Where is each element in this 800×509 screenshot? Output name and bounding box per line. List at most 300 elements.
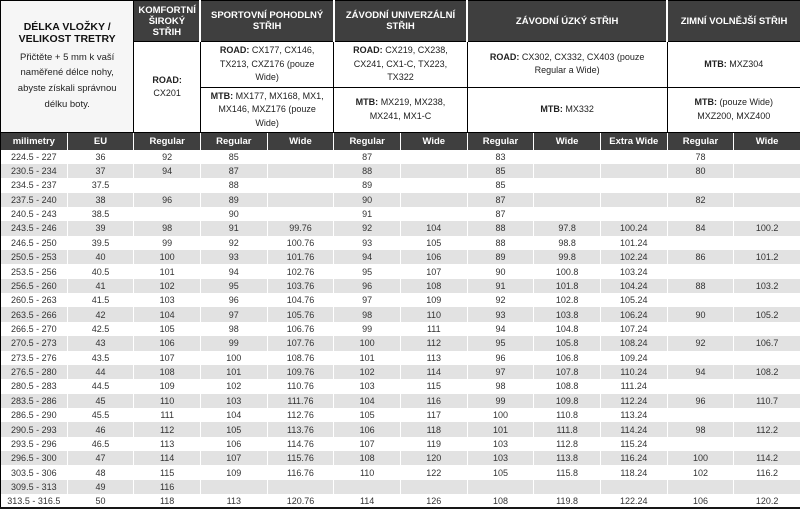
- size-cell: 100: [134, 250, 201, 264]
- size-cell: 107: [200, 451, 267, 465]
- models-list: CX302, CX332, CX403 (pouze Regular a Wide): [522, 52, 645, 76]
- size-cell: 88: [200, 178, 267, 192]
- size-cell: 94: [667, 365, 734, 379]
- size-cell: 109: [400, 293, 467, 307]
- size-cell: 109.8: [534, 394, 601, 408]
- size-cell: 96: [200, 293, 267, 307]
- table-row: [1, 250, 800, 264]
- size-cell: 263.5 - 266: [1, 307, 68, 321]
- size-cell: 120.76: [267, 494, 334, 508]
- size-cell: 105: [467, 465, 534, 479]
- size-cell: 94: [200, 264, 267, 278]
- size-cell: 84: [667, 221, 734, 235]
- size-cell: 116.76: [267, 465, 334, 479]
- size-cell: 41.5: [67, 293, 134, 307]
- size-cell: [667, 379, 734, 393]
- size-cell: 39.5: [67, 236, 134, 250]
- size-cell: 90: [334, 193, 401, 207]
- size-cell: 91: [334, 207, 401, 221]
- size-cell: [667, 264, 734, 278]
- size-cell: 109: [134, 379, 201, 393]
- column-header-sport-wide: Wide: [267, 133, 334, 150]
- size-cell: 42: [67, 307, 134, 321]
- size-cell: 237.5 - 240: [1, 193, 68, 207]
- size-cell: 96: [467, 351, 534, 365]
- size-cell: 106.8: [534, 351, 601, 365]
- size-cell: 99: [334, 322, 401, 336]
- size-cell: [667, 437, 734, 451]
- models-list: (pouze Wide) MXZ200, MXZ400: [697, 97, 773, 121]
- size-cell: [734, 236, 800, 250]
- size-cell: 111.24: [600, 379, 667, 393]
- size-cell: 103: [134, 293, 201, 307]
- label-mtb: MTB:: [695, 97, 718, 107]
- table-row: [1, 279, 800, 293]
- size-cell: 105: [134, 322, 201, 336]
- size-cell: 87: [467, 207, 534, 221]
- models-race-universal-mtb: [334, 87, 467, 133]
- size-cell: 103: [467, 451, 534, 465]
- size-cell: 45: [67, 394, 134, 408]
- size-cell: 290.5 - 293: [1, 422, 68, 436]
- size-cell: 260.5 - 263: [1, 293, 68, 307]
- size-cell: 100.76: [267, 236, 334, 250]
- size-cell: 92: [200, 236, 267, 250]
- size-cell: [267, 178, 334, 192]
- size-cell: [667, 480, 734, 494]
- table-row: [1, 465, 800, 479]
- table-row: [1, 264, 800, 278]
- size-cell: 108: [134, 365, 201, 379]
- size-cell: 103: [200, 394, 267, 408]
- table-row: [1, 480, 800, 494]
- size-cell: [134, 178, 201, 192]
- size-cell: 105: [400, 236, 467, 250]
- size-cell: [734, 322, 800, 336]
- size-cell: 96: [667, 394, 734, 408]
- size-cell: 93: [467, 307, 534, 321]
- size-cell: 89: [334, 178, 401, 192]
- size-cell: [667, 293, 734, 307]
- size-cell: 85: [200, 150, 267, 164]
- size-cell: [400, 480, 467, 494]
- size-cell: 88: [334, 164, 401, 178]
- table-row: [1, 164, 800, 178]
- size-cell: 102.76: [267, 264, 334, 278]
- size-cell: 102.8: [534, 293, 601, 307]
- size-cell: 39: [67, 221, 134, 235]
- size-cell: 110.8: [534, 408, 601, 422]
- size-cell: [667, 351, 734, 365]
- size-cell: 44.5: [67, 379, 134, 393]
- size-cell: 246.5 - 250: [1, 236, 68, 250]
- size-cell: 100: [200, 351, 267, 365]
- size-cell: 114.76: [267, 437, 334, 451]
- size-cell: [534, 480, 601, 494]
- size-cell: 110.7: [734, 394, 800, 408]
- size-cell: 107: [400, 264, 467, 278]
- label-mtb: MTB:: [211, 91, 234, 101]
- size-cell: 122: [400, 465, 467, 479]
- size-cell: 100: [467, 408, 534, 422]
- size-cell: 37.5: [67, 178, 134, 192]
- size-cell: 108: [400, 279, 467, 293]
- size-cell: [734, 178, 800, 192]
- size-cell: 98: [467, 379, 534, 393]
- size-cell: 119: [400, 437, 467, 451]
- models-list: MX219, MX238, MX241, MX1-C: [370, 97, 446, 121]
- size-cell: 100: [667, 451, 734, 465]
- size-cell: 111: [400, 322, 467, 336]
- size-cell: 105.8: [534, 336, 601, 350]
- size-cell: 102: [667, 465, 734, 479]
- size-cell: 43: [67, 336, 134, 350]
- size-cell: 101: [134, 264, 201, 278]
- size-cell: 110.76: [267, 379, 334, 393]
- size-cell: 95: [467, 336, 534, 350]
- table-row: [1, 307, 800, 321]
- size-cell: 109: [200, 465, 267, 479]
- size-cell: [600, 480, 667, 494]
- size-cell: 101.8: [534, 279, 601, 293]
- size-cell: 110.24: [600, 365, 667, 379]
- size-cell: 106: [400, 250, 467, 264]
- size-cell: 85: [467, 178, 534, 192]
- size-cell: 230.5 - 234: [1, 164, 68, 178]
- table-header: [1, 1, 800, 150]
- size-cell: 98.8: [534, 236, 601, 250]
- size-cell: 113.8: [534, 451, 601, 465]
- size-cell: 273.5 - 276: [1, 351, 68, 365]
- size-cell: 98: [334, 307, 401, 321]
- size-cell: 106: [667, 494, 734, 508]
- size-cell: 99.8: [534, 250, 601, 264]
- table-row: [1, 437, 800, 451]
- size-cell: 120.2: [734, 494, 800, 508]
- models-sport-mtb: [200, 87, 333, 133]
- size-cell: [600, 178, 667, 192]
- size-cell: 250.5 - 253: [1, 250, 68, 264]
- size-cell: [734, 437, 800, 451]
- table-row: [1, 207, 800, 221]
- size-cell: 88: [667, 279, 734, 293]
- size-cell: 116: [400, 394, 467, 408]
- size-cell: 88: [467, 236, 534, 250]
- size-cell: 276.5 - 280: [1, 365, 68, 379]
- size-cell: 118.24: [600, 465, 667, 479]
- size-cell: 102: [200, 379, 267, 393]
- size-cell: 116.2: [734, 465, 800, 479]
- size-cell: 83: [467, 150, 534, 164]
- size-cell: 96: [334, 279, 401, 293]
- size-cell: 111.8: [534, 422, 601, 436]
- models-race-narrow-mtb: [467, 87, 667, 133]
- models-list: CX219, CX238, CX241, CX1-C, TX223, TX322: [354, 45, 448, 82]
- size-cell: 97: [334, 293, 401, 307]
- column-header-race-narrow-regular: Regular: [467, 133, 534, 150]
- size-cell: [534, 207, 601, 221]
- size-cell: 112.2: [734, 422, 800, 436]
- models-list: MXZ304: [729, 59, 763, 69]
- size-cell: [400, 164, 467, 178]
- size-cell: [400, 207, 467, 221]
- label-road: ROAD:: [220, 45, 250, 55]
- size-cell: [400, 193, 467, 207]
- info-cell: [1, 1, 134, 133]
- size-cell: 113: [200, 494, 267, 508]
- size-cell: 101: [467, 422, 534, 436]
- size-cell: [267, 150, 334, 164]
- size-cell: [734, 164, 800, 178]
- size-cell: 119.8: [534, 494, 601, 508]
- column-header-eu: EU: [67, 133, 134, 150]
- size-cell: 110: [400, 307, 467, 321]
- size-cell: 96: [134, 193, 201, 207]
- table-row: [1, 365, 800, 379]
- size-cell: 103.24: [600, 264, 667, 278]
- size-cell: [667, 207, 734, 221]
- models-sport-road: [200, 42, 333, 88]
- table-row: [1, 351, 800, 365]
- size-cell: 46: [67, 422, 134, 436]
- size-cell: 106.7: [734, 336, 800, 350]
- models-race-universal-road: [334, 42, 467, 88]
- label-mtb: MTB:: [356, 97, 379, 107]
- size-cell: 108: [467, 494, 534, 508]
- size-cell: 296.5 - 300: [1, 451, 68, 465]
- size-cell: [534, 150, 601, 164]
- table-row: [1, 322, 800, 336]
- size-cell: 103: [334, 379, 401, 393]
- size-cell: 101: [200, 365, 267, 379]
- label-mtb: MTB:: [540, 104, 563, 114]
- size-cell: 101.76: [267, 250, 334, 264]
- size-cell: 108.2: [734, 365, 800, 379]
- size-cell: 90: [200, 207, 267, 221]
- size-cell: 92: [334, 221, 401, 235]
- size-cell: 94: [134, 164, 201, 178]
- size-cell: 90: [667, 307, 734, 321]
- size-cell: 283.5 - 286: [1, 394, 68, 408]
- group-header-race-universal: ZÁVODNÍ UNIVERZÁLNÍ STŘIH: [334, 1, 467, 42]
- size-cell: [200, 480, 267, 494]
- size-cell: [667, 322, 734, 336]
- size-cell: 91: [467, 279, 534, 293]
- size-cell: [267, 480, 334, 494]
- table-row: [1, 394, 800, 408]
- size-cell: 240.5 - 243: [1, 207, 68, 221]
- size-cell: 104.76: [267, 293, 334, 307]
- size-cell: [600, 193, 667, 207]
- label-road: ROAD:: [490, 52, 520, 62]
- size-cell: 256.5 - 260: [1, 279, 68, 293]
- size-cell: 112.8: [534, 437, 601, 451]
- table-row: [1, 336, 800, 350]
- size-cell: 100: [334, 336, 401, 350]
- table-row: [1, 379, 800, 393]
- size-cell: 116.24: [600, 451, 667, 465]
- size-cell: 126: [400, 494, 467, 508]
- group-header-row: [1, 1, 800, 42]
- size-cell: [734, 351, 800, 365]
- size-cell: 43.5: [67, 351, 134, 365]
- size-cell: [734, 379, 800, 393]
- table-row: [1, 150, 800, 164]
- size-cell: 105: [200, 422, 267, 436]
- models-list: CX177, CX146, TX213, CXZ176 (pouze Wide): [220, 45, 315, 82]
- table-row: [1, 236, 800, 250]
- size-cell: 107.8: [534, 365, 601, 379]
- size-cell: [734, 193, 800, 207]
- size-cell: 80: [667, 164, 734, 178]
- size-cell: [734, 207, 800, 221]
- size-cell: 108.76: [267, 351, 334, 365]
- size-cell: 313.5 - 316.5: [1, 494, 68, 508]
- size-cell: 106: [334, 422, 401, 436]
- size-cell: 89: [467, 250, 534, 264]
- size-cell: 253.5 - 256: [1, 264, 68, 278]
- table-row: [1, 193, 800, 207]
- size-cell: 108: [334, 451, 401, 465]
- size-cell: 97: [200, 307, 267, 321]
- size-cell: 99: [200, 336, 267, 350]
- size-cell: 87: [467, 193, 534, 207]
- size-cell: 286.5 - 290: [1, 408, 68, 422]
- size-cell: 105.76: [267, 307, 334, 321]
- size-cell: 118: [400, 422, 467, 436]
- size-cell: 36: [67, 150, 134, 164]
- column-header-sport-regular: Regular: [200, 133, 267, 150]
- size-cell: 224.5 - 227: [1, 150, 68, 164]
- table-row: [1, 494, 800, 508]
- size-cell: 47: [67, 451, 134, 465]
- size-cell: 114.2: [734, 451, 800, 465]
- table-row: [1, 408, 800, 422]
- size-cell: 102: [134, 279, 201, 293]
- models-list: MX332: [565, 104, 594, 114]
- size-cell: [267, 193, 334, 207]
- column-header-row: [1, 133, 800, 150]
- size-cell: 38: [67, 193, 134, 207]
- size-cell: 102.24: [600, 250, 667, 264]
- size-cell: 107.76: [267, 336, 334, 350]
- size-cell: 116: [134, 480, 201, 494]
- size-table-body: [1, 150, 800, 509]
- size-cell: 109.24: [600, 351, 667, 365]
- size-cell: [734, 150, 800, 164]
- size-cell: 107: [334, 437, 401, 451]
- size-cell: 92: [134, 150, 201, 164]
- size-cell: [734, 293, 800, 307]
- label-mtb: MTB:: [704, 59, 727, 69]
- size-cell: 104: [400, 221, 467, 235]
- size-cell: 110: [134, 394, 201, 408]
- size-cell: 104: [200, 408, 267, 422]
- size-cell: 49: [67, 480, 134, 494]
- size-cell: [267, 207, 334, 221]
- size-cell: [134, 207, 201, 221]
- models-winter-mtb-2: [667, 87, 800, 133]
- table-row: [1, 221, 800, 235]
- size-cell: 87: [334, 150, 401, 164]
- column-header-comfort-regular: Regular: [134, 133, 201, 150]
- size-cell: [534, 164, 601, 178]
- size-cell: 42.5: [67, 322, 134, 336]
- size-cell: 104.8: [534, 322, 601, 336]
- size-cell: 97: [467, 365, 534, 379]
- column-header-race-narrow-wide: Wide: [534, 133, 601, 150]
- size-cell: 95: [334, 264, 401, 278]
- size-cell: 91: [200, 221, 267, 235]
- size-cell: 115: [400, 379, 467, 393]
- size-cell: 112: [134, 422, 201, 436]
- size-cell: 98: [200, 322, 267, 336]
- size-cell: 99.76: [267, 221, 334, 235]
- size-cell: 82: [667, 193, 734, 207]
- size-cell: 113: [134, 437, 201, 451]
- size-cell: [267, 164, 334, 178]
- size-cell: 105.2: [734, 307, 800, 321]
- column-header-milimetry: milimetry: [1, 133, 68, 150]
- size-cell: 280.5 - 283: [1, 379, 68, 393]
- label-road: ROAD:: [152, 75, 182, 85]
- size-cell: 100.8: [534, 264, 601, 278]
- size-cell: 98: [667, 422, 734, 436]
- size-cell: 86: [667, 250, 734, 264]
- size-cell: 88: [467, 221, 534, 235]
- column-header-winter-wide: Wide: [734, 133, 800, 150]
- column-header-race-universal-regular: Regular: [334, 133, 401, 150]
- size-cell: 41: [67, 279, 134, 293]
- info-title: DÉLKA VLOŽKY / VELIKOST TRETRY: [7, 21, 127, 45]
- size-cell: 93: [200, 250, 267, 264]
- size-cell: 113.76: [267, 422, 334, 436]
- size-cell: [734, 264, 800, 278]
- size-cell: 112: [400, 336, 467, 350]
- size-cell: 40: [67, 250, 134, 264]
- size-cell: 99: [467, 394, 534, 408]
- size-cell: [734, 408, 800, 422]
- models-winter-mtb-1: [667, 42, 800, 88]
- size-cell: 103.2: [734, 279, 800, 293]
- size-cell: [600, 150, 667, 164]
- size-cell: [534, 193, 601, 207]
- size-cell: 108.8: [534, 379, 601, 393]
- size-cell: 114: [334, 494, 401, 508]
- column-header-winter-regular: Regular: [667, 133, 734, 150]
- size-cell: 95: [200, 279, 267, 293]
- models-list: CX201: [153, 88, 181, 98]
- size-cell: 103.76: [267, 279, 334, 293]
- group-header-race-narrow: ZÁVODNÍ ÚZKÝ STŘIH: [467, 1, 667, 42]
- size-cell: [334, 480, 401, 494]
- size-cell: 107: [134, 351, 201, 365]
- models-race-narrow-road: [467, 42, 667, 88]
- size-cell: 113: [400, 351, 467, 365]
- size-cell: 270.5 - 273: [1, 336, 68, 350]
- size-cell: 105: [334, 408, 401, 422]
- group-header-winter: ZIMNÍ VOLNĚJŠÍ STŘIH: [667, 1, 800, 42]
- column-header-race-universal-wide: Wide: [400, 133, 467, 150]
- size-cell: 293.5 - 296: [1, 437, 68, 451]
- size-cell: 103.8: [534, 307, 601, 321]
- size-cell: 106.76: [267, 322, 334, 336]
- size-cell: 105.24: [600, 293, 667, 307]
- size-cell: [667, 236, 734, 250]
- size-cell: 120: [400, 451, 467, 465]
- size-cell: 309.5 - 313: [1, 480, 68, 494]
- size-cell: 103: [467, 437, 534, 451]
